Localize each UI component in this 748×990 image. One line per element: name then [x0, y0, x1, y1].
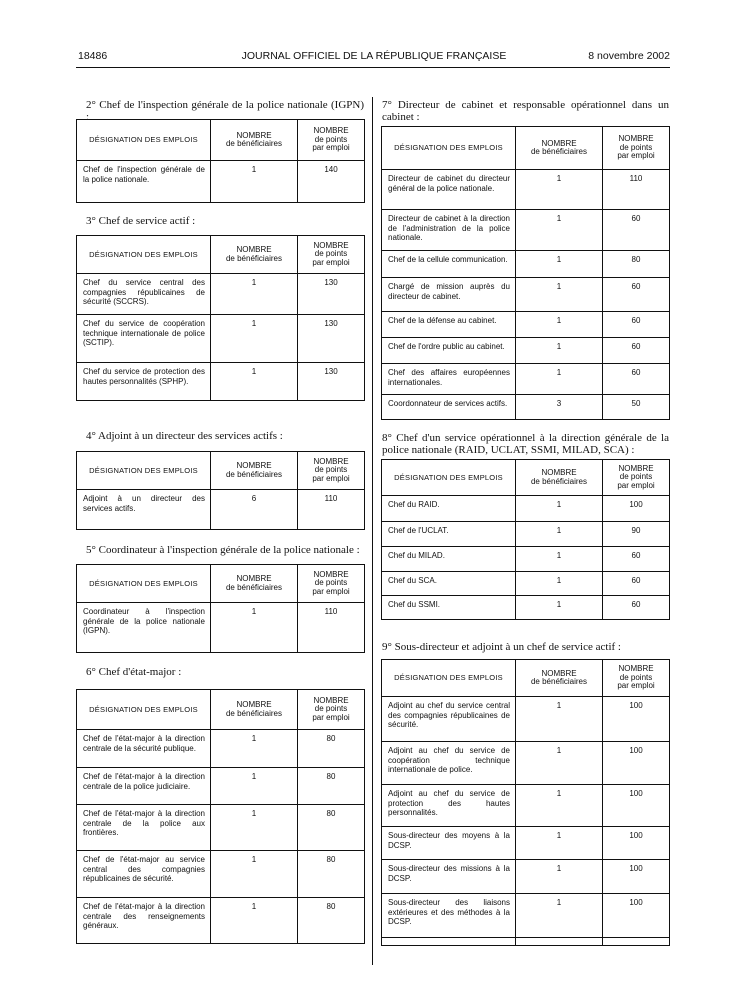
points-cell: 110	[603, 170, 670, 210]
points-cell: 80	[298, 768, 365, 805]
points-cell: 100	[603, 827, 670, 860]
designation-cell: Chef de l'inspection générale de la police nationale.	[83, 165, 205, 184]
table-section-5	[76, 564, 365, 653]
points-cell	[603, 938, 670, 946]
points-cell: 100	[603, 496, 670, 522]
points-cell: 100	[603, 697, 670, 742]
points-cell: 60	[603, 596, 670, 620]
section-heading-4: 4° Adjoint à un directeur des services actifs :	[86, 430, 283, 442]
beneficiaires-cell: 1	[516, 496, 603, 522]
table-row	[382, 170, 670, 210]
designation-cell: Chef de l'état-major à la direction centrale de la police judiciaire.	[77, 768, 211, 805]
table-row	[77, 363, 365, 401]
column-divider	[372, 97, 373, 965]
table-header-row	[382, 460, 670, 496]
beneficiaires-cell: 1	[211, 898, 298, 944]
beneficiaires-cell: 1	[211, 315, 298, 363]
table-header-row	[77, 120, 365, 161]
section-heading-5: 5° Coordinateur à l'inspection générale de la police nationale :	[86, 544, 360, 556]
beneficiaires-cell: 1	[516, 785, 603, 827]
points-cell: 80	[603, 251, 670, 278]
page-number: 18486	[78, 50, 108, 62]
table-row	[77, 315, 365, 363]
beneficiaires-header: NOMBRE de bénéficiaires	[211, 690, 298, 730]
designation-cell: Chef du service central des compagnies républicaines de sécurité (SCCRS).	[77, 274, 211, 315]
beneficiaires-header: NOMBRE de bénéficiaires	[516, 127, 603, 170]
beneficiaires-header: NOMBRE de bénéficiaires	[211, 236, 298, 274]
points-cell: 100	[603, 785, 670, 827]
points-cell: 110	[298, 603, 365, 653]
points-cell: 60	[603, 364, 670, 395]
beneficiaires-header: NOMBRE de bénéficiaires	[211, 120, 298, 161]
section-heading-2: 2° Chef de l'inspection générale de la police nationale (IGPN) :	[86, 99, 364, 123]
designation-cell: Chef de l'UCLAT.	[382, 522, 516, 547]
points-cell: 100	[603, 742, 670, 785]
table-section-8	[381, 459, 670, 620]
beneficiaires-cell: 1	[211, 768, 298, 805]
points-header: NOMBRE de points par emploi	[603, 660, 670, 697]
designation-header: DÉSIGNATION DES EMPLOIS	[382, 127, 516, 170]
section-heading-7: 7° Directeur de cabinet et responsable opérationnel dans un cabinet :	[382, 99, 669, 123]
table-section-3	[76, 235, 365, 401]
table-row	[77, 161, 365, 203]
table-row	[382, 547, 670, 572]
designation-cell: Adjoint à un directeur des services actifs.	[83, 494, 205, 513]
table-row	[382, 827, 670, 860]
table-section-2	[76, 119, 365, 203]
beneficiaires-cell: 1	[516, 210, 603, 251]
beneficiaires-cell: 1	[516, 572, 603, 596]
points-cell: 110	[298, 490, 365, 530]
table-row	[77, 851, 365, 898]
designation-header: DÉSIGNATION DES EMPLOIS	[382, 460, 516, 496]
table-row	[77, 603, 365, 653]
section-heading-8: 8° Chef d'un service opérationnel à la direction générale de la police nationale (RAID, UCLAT, SSMI, MILAD, SCA) :	[382, 432, 669, 456]
section-heading-9: 9° Sous-directeur et adjoint à un chef de service actif :	[382, 641, 621, 653]
designation-cell: Chef de la défense au cabinet.	[382, 312, 516, 338]
beneficiaires-cell: 1	[211, 603, 298, 653]
designation-cell: Chef de l'état-major à la direction centrale de la police aux frontières.	[77, 805, 211, 851]
table-row	[382, 364, 670, 395]
points-cell: 140	[298, 161, 365, 203]
points-cell: 60	[603, 312, 670, 338]
designation-cell: Chef du RAID.	[382, 496, 516, 522]
publication-date: 8 novembre 2002	[588, 50, 670, 62]
designation-cell: Sous-directeur des liaisons extérieures et des méthodes à la DCSP.	[382, 894, 516, 938]
points-cell: 130	[298, 274, 365, 315]
beneficiaires-cell: 1	[211, 274, 298, 315]
table-row	[77, 490, 365, 530]
points-cell: 60	[603, 547, 670, 572]
table-row	[77, 898, 365, 944]
beneficiaires-cell: 1	[516, 522, 603, 547]
points-cell: 80	[298, 730, 365, 768]
designation-cell: Chef du SSMI.	[388, 600, 441, 609]
points-header: NOMBRE de points par emploi	[603, 460, 670, 496]
beneficiaires-header: NOMBRE de bénéficiaires	[211, 565, 298, 603]
table-header-row	[77, 452, 365, 490]
beneficiaires-header: NOMBRE de bénéficiaires	[516, 460, 603, 496]
designation-cell: Directeur de cabinet du directeur général de la police nationale.	[382, 170, 516, 210]
table-row	[382, 785, 670, 827]
beneficiaires-cell: 1	[516, 278, 603, 312]
table-section-7	[381, 126, 670, 420]
table-row	[77, 730, 365, 768]
points-header: NOMBRE de points par emploi	[298, 120, 365, 161]
table-row	[382, 312, 670, 338]
designation-cell: Sous-directeur des missions à la DCSP.	[382, 860, 516, 894]
table-row	[382, 572, 670, 596]
designation-cell	[382, 938, 516, 946]
table-row	[382, 596, 670, 620]
header-rule	[76, 67, 670, 68]
points-cell: 60	[603, 338, 670, 364]
beneficiaires-cell: 1	[516, 312, 603, 338]
table-header-row	[77, 565, 365, 603]
beneficiaires-cell: 1	[516, 827, 603, 860]
table-header-row	[77, 690, 365, 730]
beneficiaires-cell: 1	[516, 547, 603, 572]
table-row	[382, 742, 670, 785]
points-header: NOMBRE de points par emploi	[298, 690, 365, 730]
table-row	[382, 496, 670, 522]
table-row	[382, 338, 670, 364]
designation-cell: Chef du service de coopération technique internationale de police (SCTIP).	[77, 315, 211, 363]
table-section-9	[381, 659, 670, 946]
journal-title: JOURNAL OFFICIEL DE LA RÉPUBLIQUE FRANÇAISE	[241, 50, 507, 62]
section-heading-6: 6° Chef d'état-major :	[86, 666, 182, 678]
points-cell: 50	[603, 395, 670, 420]
beneficiaires-cell: 1	[516, 860, 603, 894]
beneficiaires-cell: 1	[516, 364, 603, 395]
points-cell: 100	[603, 894, 670, 938]
table-header-row	[77, 236, 365, 274]
designation-header: DÉSIGNATION DES EMPLOIS	[77, 565, 211, 603]
beneficiaires-header: NOMBRE de bénéficiaires	[211, 452, 298, 490]
designation-cell: Chef de l'état-major à la direction centrale des renseignements généraux.	[83, 902, 205, 930]
points-cell: 130	[298, 363, 365, 401]
designation-cell: Adjoint au chef du service de coopération technique internationale de police.	[382, 742, 516, 785]
table-section-6	[76, 689, 365, 944]
points-cell: 80	[298, 898, 365, 944]
designation-cell: Chef des affaires européennes internationales.	[382, 364, 516, 395]
beneficiaires-cell: 1	[211, 851, 298, 898]
designation-cell: Chargé de mission auprès du directeur de cabinet.	[382, 278, 516, 312]
points-cell: 60	[603, 572, 670, 596]
beneficiaires-header: NOMBRE de bénéficiaires	[516, 660, 603, 697]
beneficiaires-cell: 1	[211, 161, 298, 203]
table-row	[77, 768, 365, 805]
designation-cell: Chef de la cellule communication.	[382, 251, 516, 278]
designation-cell: Chef du service de protection des hautes personnalités (SPHP).	[83, 367, 205, 386]
points-cell: 80	[298, 805, 365, 851]
beneficiaires-cell: 6	[211, 490, 298, 530]
beneficiaires-cell: 1	[516, 251, 603, 278]
beneficiaires-cell: 3	[516, 395, 603, 420]
points-cell: 60	[603, 278, 670, 312]
table-row	[382, 522, 670, 547]
designation-header: DÉSIGNATION DES EMPLOIS	[77, 236, 211, 274]
designation-cell: Chef du MILAD.	[382, 547, 516, 572]
designation-cell: Sous-directeur des moyens à la DCSP.	[382, 827, 516, 860]
points-header: NOMBRE de points par emploi	[603, 127, 670, 170]
table-header-row	[382, 127, 670, 170]
table-row	[77, 805, 365, 851]
beneficiaires-cell: 1	[516, 894, 603, 938]
designation-cell: Coordinateur à l'inspection générale de la police nationale (IGPN).	[83, 607, 205, 635]
designation-cell: Chef de l'ordre public au cabinet.	[382, 338, 516, 364]
beneficiaires-cell: 1	[516, 697, 603, 742]
designation-cell: Adjoint au chef du service central des compagnies républicaines de sécurité.	[382, 697, 516, 742]
beneficiaires-cell: 1	[211, 730, 298, 768]
beneficiaires-cell: 1	[516, 170, 603, 210]
table-header-row	[382, 660, 670, 697]
table-row	[382, 894, 670, 938]
table-row	[382, 395, 670, 420]
section-heading-3: 3° Chef de service actif :	[86, 215, 196, 227]
designation-header: DÉSIGNATION DES EMPLOIS	[77, 120, 211, 161]
table-row	[382, 860, 670, 894]
designation-cell: Coordonnateur de services actifs.	[388, 399, 508, 408]
table-section-4	[76, 451, 365, 530]
points-header: NOMBRE de points par emploi	[298, 565, 365, 603]
points-cell: 80	[298, 851, 365, 898]
beneficiaires-cell: 1	[516, 596, 603, 620]
table-row	[382, 210, 670, 251]
designation-header: DÉSIGNATION DES EMPLOIS	[77, 452, 211, 490]
designation-cell: Chef de l'état-major à la direction centrale de la sécurité publique.	[77, 730, 211, 768]
points-cell: 100	[603, 860, 670, 894]
page-header	[78, 50, 670, 64]
designation-cell: Chef de l'état-major au service central des compagnies républicaines de sécurité.	[77, 851, 211, 898]
designation-cell: Directeur de cabinet à la direction de l'administration de la police nationale.	[382, 210, 516, 251]
points-cell: 130	[298, 315, 365, 363]
table-row	[382, 278, 670, 312]
table-row	[382, 251, 670, 278]
table-row	[382, 697, 670, 742]
points-header: NOMBRE de points par emploi	[298, 452, 365, 490]
points-cell: 90	[603, 522, 670, 547]
points-header: NOMBRE de points par emploi	[298, 236, 365, 274]
beneficiaires-cell	[516, 938, 603, 946]
table-row	[77, 274, 365, 315]
beneficiaires-cell: 1	[211, 805, 298, 851]
designation-header: DÉSIGNATION DES EMPLOIS	[77, 690, 211, 730]
beneficiaires-cell: 1	[516, 742, 603, 785]
points-cell: 60	[603, 210, 670, 251]
table-row	[382, 938, 670, 946]
designation-cell: Adjoint au chef du service de protection des hautes personnalités.	[382, 785, 516, 827]
designation-header: DÉSIGNATION DES EMPLOIS	[382, 660, 516, 697]
beneficiaires-cell: 1	[516, 338, 603, 364]
designation-cell: Chef du SCA.	[382, 572, 516, 596]
beneficiaires-cell: 1	[211, 363, 298, 401]
